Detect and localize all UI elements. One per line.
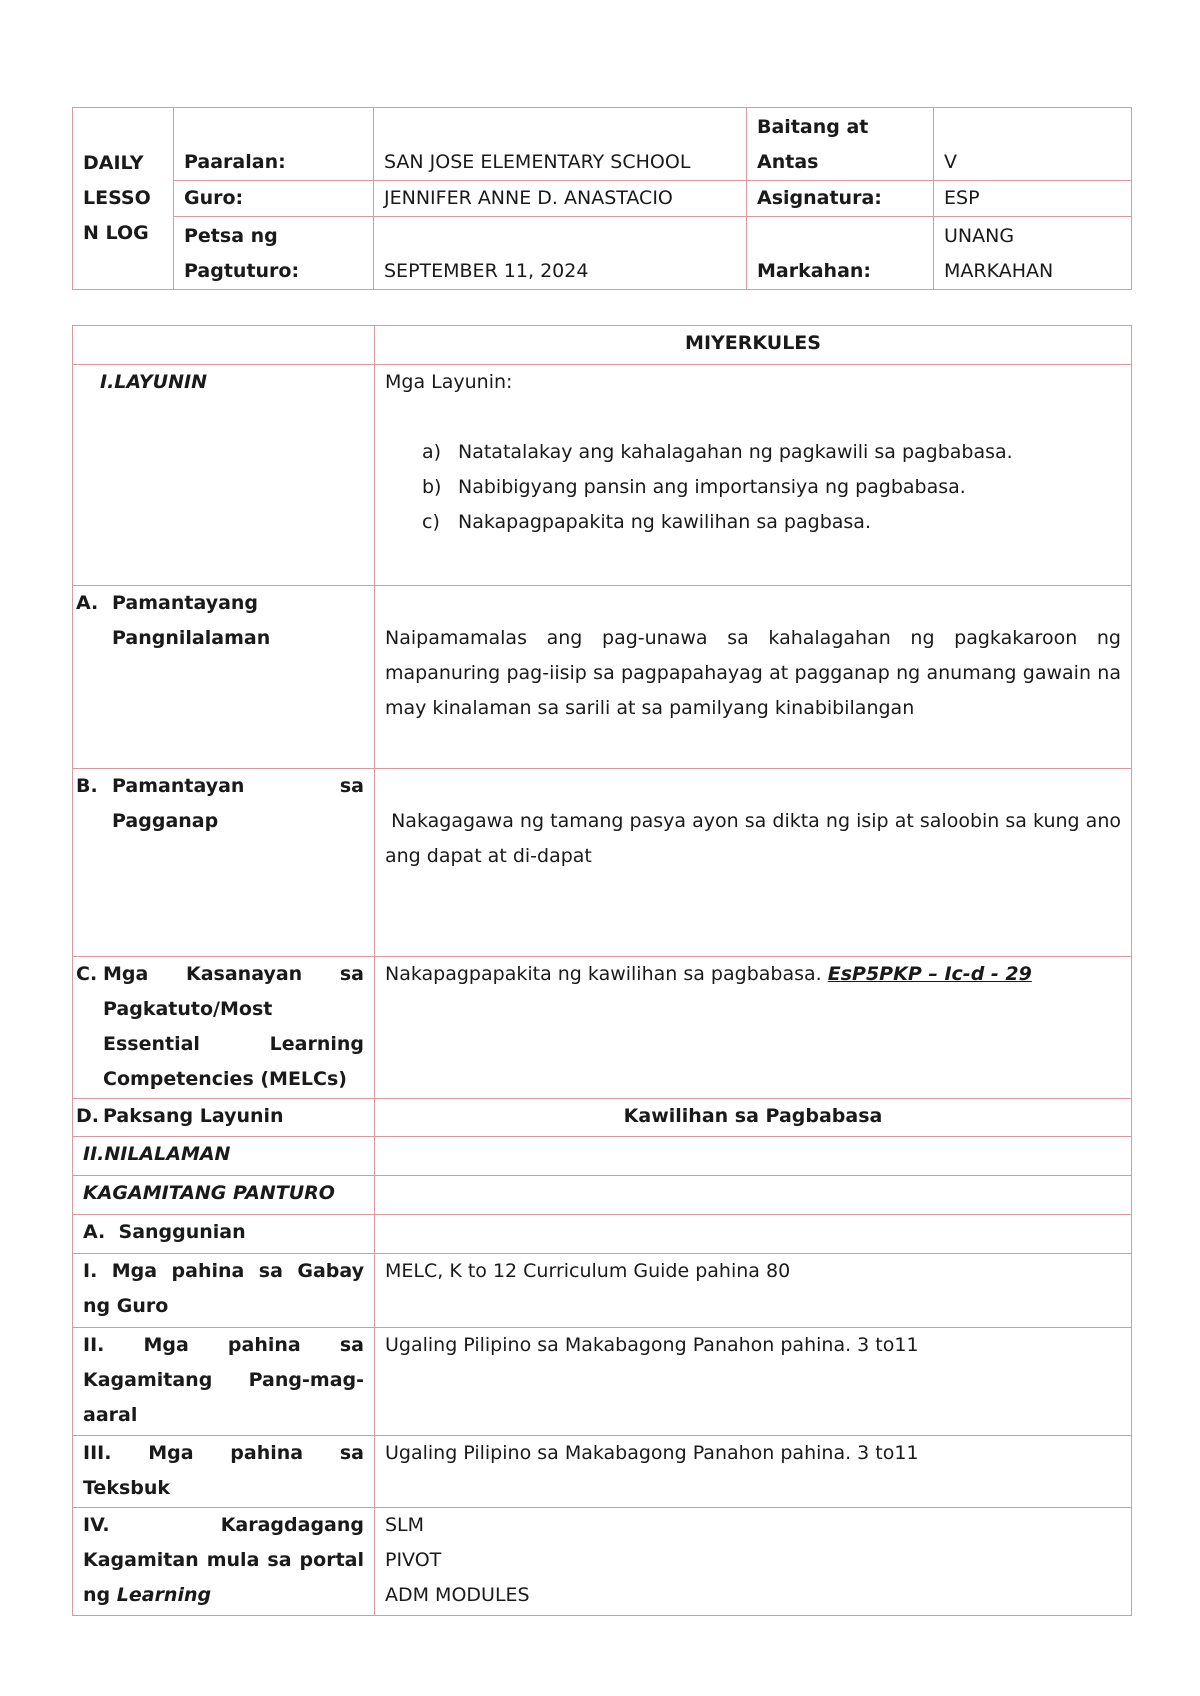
- table-row: [73, 1508, 1132, 1616]
- performance-standard-label: B. Pamantayan sa Pagganap: [73, 769, 375, 957]
- list-item: SLM: [385, 1514, 425, 1536]
- materials-label: KAGAMITANG PANTURO: [73, 1176, 375, 1215]
- learner-materials-value: Ugaling Pilipino sa Makabagong Panahon pahina. 3 to11: [375, 1328, 1132, 1436]
- grade-label: Baitang at Antas: [747, 108, 934, 181]
- date-label: Petsa ng Pagtuturo:: [174, 217, 374, 290]
- quarter-label: Markahan:: [747, 217, 934, 290]
- list-item: c) Nakapagpapakita ng kawilihan sa pagbasa.: [422, 511, 871, 533]
- date-value: SEPTEMBER 11, 2024: [374, 217, 747, 290]
- teacher-label: Guro:: [174, 181, 374, 217]
- table-row: [73, 1254, 1132, 1328]
- subject-value: ESP: [934, 181, 1132, 217]
- table-row: [73, 1436, 1132, 1508]
- topic-label: D. Paksang Layunin: [73, 1099, 375, 1137]
- teacher-guide-label: I. Mga pahina sa Gabay ng Guro: [73, 1254, 375, 1328]
- table-row: [73, 1137, 1132, 1176]
- teacher-guide-value: MELC, K to 12 Curriculum Guide pahina 80: [375, 1254, 1132, 1328]
- table-row: [73, 1099, 1132, 1137]
- table-row: [73, 586, 1132, 769]
- textbook-value: Ugaling Pilipino sa Makabagong Panahon pahina. 3 to11: [375, 1436, 1132, 1508]
- content-label: II.NILALAMAN: [73, 1137, 375, 1176]
- daily-lesson-log-label: DAILY LESSO N LOG: [73, 108, 174, 290]
- subject-label: Asignatura:: [747, 181, 934, 217]
- table-row: [73, 326, 1132, 365]
- table-row: [73, 769, 1132, 957]
- list-item: a) Natatalakay ang kahalagahan ng pagkawili sa pagbabasa.: [422, 441, 1013, 463]
- learner-materials-label: II. Mga pahina sa Kagamitang Pang-mag-aaral: [73, 1328, 375, 1436]
- school-label: Paaralan:: [174, 108, 374, 181]
- materials-value: [375, 1176, 1132, 1215]
- textbook-label: III. Mga pahina sa Teksbuk: [73, 1436, 375, 1508]
- competencies-label: C. Mga Kasanayan sa Pagkatuto/Most Essential Learning Competencies (MELCs): [73, 957, 375, 1099]
- school-value: SAN JOSE ELEMENTARY SCHOOL: [374, 108, 747, 181]
- header-table: [72, 107, 1132, 290]
- content-standard-value: Naipamamalas ang pag-unawa sa kahalagahan ng pagkakaroon ng mapanuring pag-iisip sa pagpapahayag at pagganap ng anumang gawain na may kinalaman sa sarili at sa pamilyang kinabibilangan: [375, 586, 1132, 769]
- day-header: MIYERKULES: [375, 326, 1132, 365]
- list-item: b) Nabibigyang pansin ang importansiya ng pagbabasa.: [422, 476, 966, 498]
- content-value: [375, 1137, 1132, 1176]
- lesson-table: [72, 325, 1132, 1616]
- competencies-value: Nakapagpapakita ng kawilihan sa pagbabasa. EsP5PKP – Ic-d - 29: [375, 957, 1132, 1099]
- additional-materials-label: IV. Karagdagang Kagamitan mula sa portal ng Learning: [73, 1508, 375, 1616]
- table-row: [73, 1176, 1132, 1215]
- objectives-intro: Mga Layunin:: [385, 371, 513, 393]
- grade-value: V: [934, 108, 1132, 181]
- content-standard-label: A. Pamantayang Pangnilalaman: [73, 586, 375, 769]
- references-label: A. Sanggunian: [73, 1215, 375, 1254]
- performance-standard-value: Nakagagawa ng tamang pasya ayon sa dikta ng isip at saloobin sa kung ano ang dapat at di-dapat: [375, 769, 1132, 957]
- header-empty-cell: [73, 326, 375, 365]
- list-item: ADM MODULES: [385, 1584, 530, 1606]
- table-row: [73, 957, 1132, 1099]
- objectives-cell: [375, 365, 1132, 586]
- competency-code: EsP5PKP – Ic-d - 29: [827, 963, 1032, 985]
- table-row: [73, 1328, 1132, 1436]
- quarter-value: UNANG MARKAHAN: [934, 217, 1132, 290]
- additional-materials-value: [375, 1508, 1132, 1616]
- table-row: [73, 1215, 1132, 1254]
- list-item: PIVOT: [385, 1549, 442, 1571]
- table-row: [73, 365, 1132, 586]
- objectives-list: [385, 435, 1121, 540]
- teacher-value: JENNIFER ANNE D. ANASTACIO: [374, 181, 747, 217]
- topic-value: Kawilihan sa Pagbabasa: [375, 1099, 1132, 1137]
- objectives-label: I.LAYUNIN: [73, 365, 375, 586]
- references-value: [375, 1215, 1132, 1254]
